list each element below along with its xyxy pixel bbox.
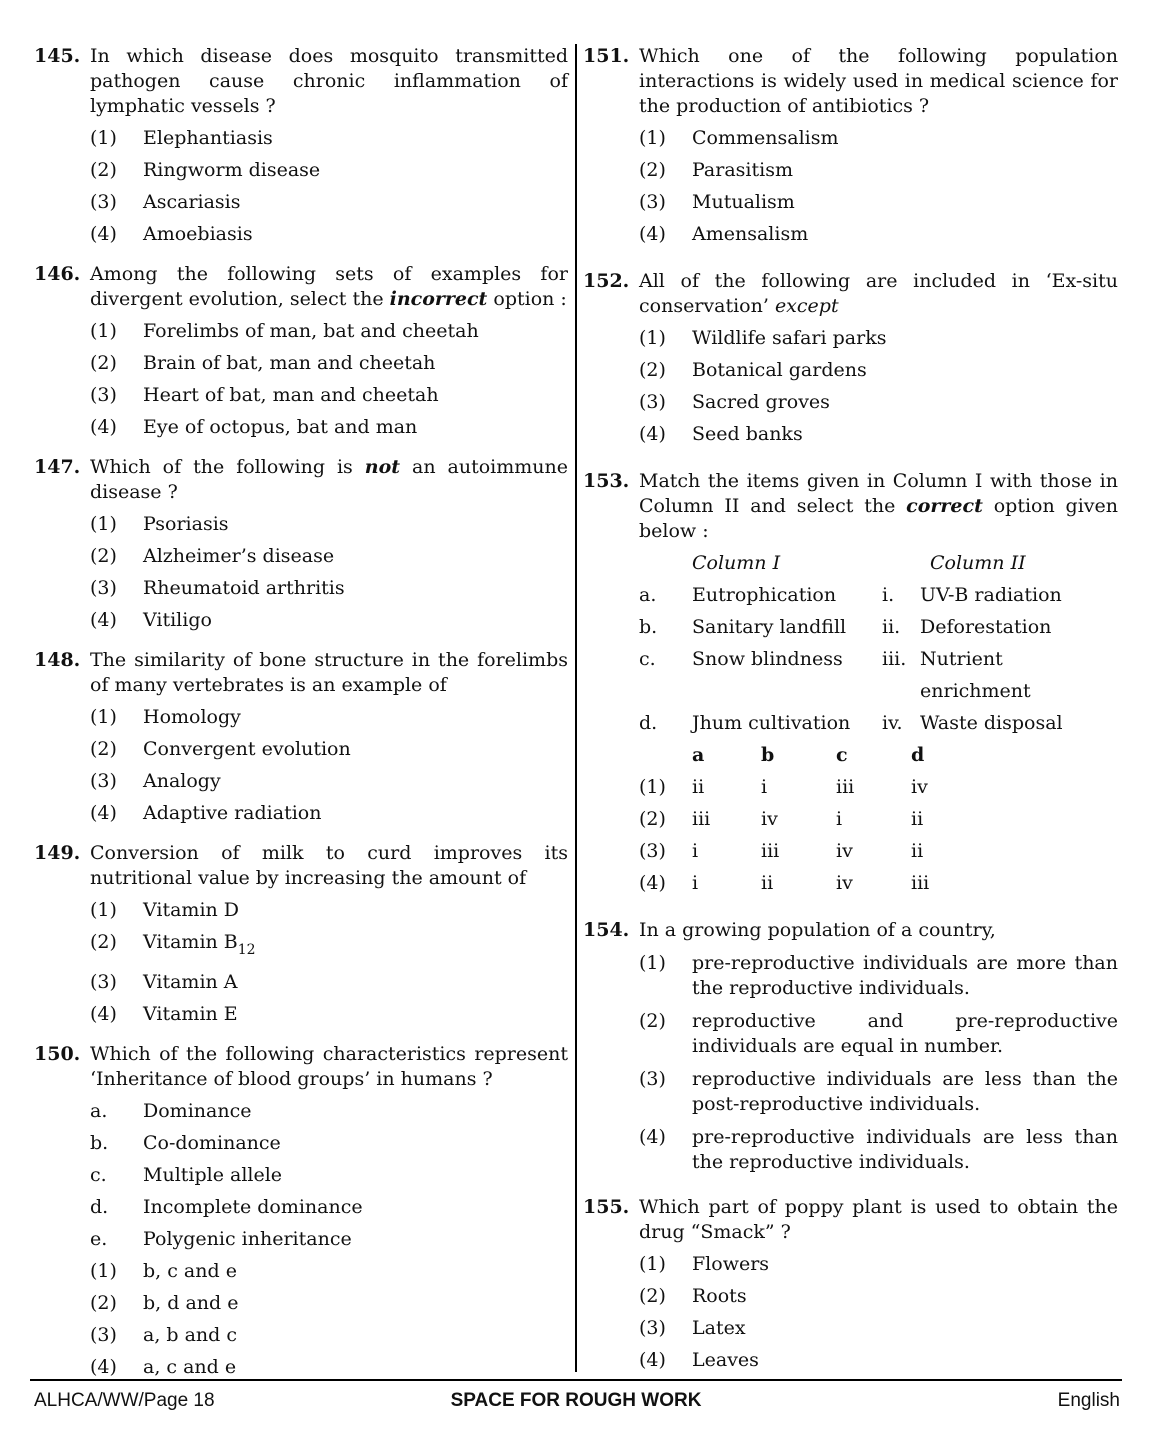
answer-option: [639, 1284, 1118, 1309]
rough-work-label: SPACE FOR ROUGH WORK: [450, 1390, 702, 1411]
question-number: 147.: [34, 456, 81, 478]
option-text: Brain of bat, man and cheetah: [143, 352, 436, 374]
answer-option: [90, 898, 568, 923]
option-text: Dominance: [143, 1100, 252, 1122]
option-text: Roots: [692, 1285, 747, 1307]
question: [34, 262, 568, 440]
question-stem: Match the items given in Column I with those in Column II and select the correct option given below :: [639, 470, 1118, 542]
option-text: Vitamin E: [143, 1003, 238, 1025]
answer-option: [90, 705, 568, 730]
option-number: (1): [90, 513, 117, 535]
option-number: (4): [639, 423, 666, 445]
column-i-header: Column I: [692, 552, 781, 574]
question-number: 155.: [583, 1196, 630, 1218]
answer-cell: iv: [836, 840, 853, 862]
answer-option: [90, 512, 568, 537]
question: [34, 1042, 568, 1380]
answer-cell: iii: [692, 808, 711, 830]
option-number: (1): [639, 1253, 666, 1275]
question-stem: Which part of poppy plant is used to obtain the drug “Smack” ?: [639, 1196, 1118, 1243]
answer-option: [90, 1259, 568, 1284]
option-text: Vitiligo: [143, 609, 212, 631]
option-text: Seed banks: [692, 423, 803, 445]
answer-option: [90, 126, 568, 151]
option-number: (4): [90, 1003, 117, 1025]
option-number: (2): [90, 545, 117, 567]
column-ii-header: Column II: [930, 552, 1026, 574]
option-number: (3): [639, 191, 666, 213]
option-number: e.: [90, 1228, 108, 1250]
item-letter: b.: [639, 616, 658, 638]
option-text: Wildlife safari parks: [692, 327, 887, 349]
column-i-item: Sanitary landfill: [692, 616, 847, 638]
question-stem: Conversion of milk to curd improves its nutritional value by increasing the amount of: [90, 842, 568, 889]
answer-cell: i: [761, 776, 768, 798]
answer-option: [639, 951, 1118, 1001]
answer-grid-header: [639, 743, 1118, 768]
option-text: Latex: [692, 1317, 746, 1339]
answer-option: [639, 1125, 1118, 1175]
question: [34, 648, 568, 826]
question-number: 145.: [34, 45, 81, 67]
question-stem: The similarity of bone structure in the forelimbs of many vertebrates is an example of: [90, 649, 568, 696]
option-text: Leaves: [692, 1349, 759, 1371]
option-text: Rheumatoid arthritis: [143, 577, 345, 599]
match-row: [639, 647, 1118, 704]
match-row: [639, 583, 1118, 608]
answer-option: [90, 1355, 568, 1380]
answer-cell: i: [692, 872, 699, 894]
option-text: Eye of octopus, bat and man: [143, 416, 418, 438]
match-row: [639, 615, 1118, 640]
option-number: (1): [90, 899, 117, 921]
answer-option: [90, 415, 568, 440]
question-number: 146.: [34, 263, 81, 285]
match-row: [639, 711, 1118, 736]
option-number: (1): [639, 776, 666, 798]
option-number: (1): [639, 127, 666, 149]
question-number: 153.: [583, 470, 630, 492]
answer-cell: ii: [761, 872, 774, 894]
answer-option: [90, 608, 568, 633]
option-text: Incomplete dominance: [143, 1196, 363, 1218]
answer-option: [90, 1323, 568, 1348]
answer-option: [90, 383, 568, 408]
item-roman: iii.: [882, 648, 907, 670]
answer-option: [90, 1163, 568, 1188]
option-number: (1): [90, 320, 117, 342]
option-text: Psoriasis: [143, 513, 229, 535]
option-number: (3): [90, 191, 117, 213]
question-number: 154.: [583, 919, 630, 941]
answer-option: [639, 358, 1118, 383]
option-number: (2): [90, 159, 117, 181]
option-number: d.: [90, 1196, 109, 1218]
answer-option: [639, 1009, 1118, 1059]
option-text: Polygenic inheritance: [143, 1228, 352, 1250]
option-number: (1): [90, 127, 117, 149]
option-number: (2): [639, 159, 666, 181]
match-column-headers: [639, 551, 1118, 576]
question-number: 151.: [583, 45, 630, 67]
option-number: (2): [639, 1285, 666, 1307]
answer-cell: ii: [692, 776, 705, 798]
answer-grid-heading: c: [836, 744, 848, 766]
subscript: 12: [237, 942, 256, 958]
item-letter: c.: [639, 648, 656, 670]
footer-rule: [30, 1379, 1122, 1381]
option-text: Mutualism: [692, 191, 795, 213]
option-number: (2): [90, 738, 117, 760]
answer-option: [90, 930, 568, 963]
question-number: 152.: [583, 270, 630, 292]
answer-option: [90, 1131, 568, 1156]
column-i-item: Eutrophication: [692, 584, 837, 606]
option-number: (4): [90, 609, 117, 631]
item-roman: i.: [882, 584, 895, 606]
option-number: (2): [639, 1010, 666, 1032]
option-text: Sacred groves: [692, 391, 830, 413]
answer-cell: iv: [836, 872, 853, 894]
answer-option: [90, 1291, 568, 1316]
option-number: c.: [90, 1164, 107, 1186]
option-text: pre-reproductive individuals are less than the reproductive individuals.: [692, 1126, 1118, 1173]
column-ii-item: Deforestation: [920, 616, 1052, 638]
option-number: (4): [639, 223, 666, 245]
option-number: (1): [90, 1260, 117, 1282]
option-text: b, c and e: [143, 1260, 237, 1282]
answer-grid-heading: b: [761, 744, 775, 766]
question: [583, 269, 1118, 447]
question: [583, 1195, 1118, 1373]
answer-cell: ii: [911, 840, 924, 862]
answer-option: [90, 1195, 568, 1220]
option-text: Vitamin D: [143, 899, 240, 921]
answer-cell: iii: [761, 840, 780, 862]
answer-option: [639, 222, 1118, 247]
answer-option: [90, 737, 568, 762]
option-number: (2): [90, 1292, 117, 1314]
left-column: [34, 44, 568, 1380]
answer-option: [639, 1252, 1118, 1277]
answer-option: [639, 1316, 1118, 1341]
option-number: (2): [90, 352, 117, 374]
option-number: (3): [639, 391, 666, 413]
option-text: Elephantiasis: [143, 127, 273, 149]
option-text: Vitamin A: [143, 971, 238, 993]
option-number: (2): [639, 808, 666, 830]
answer-grid-heading: d: [911, 744, 925, 766]
option-number: (3): [639, 1317, 666, 1339]
question-number: 148.: [34, 649, 81, 671]
option-text: Amoebiasis: [143, 223, 253, 245]
option-text: Alzheimer’s disease: [143, 545, 335, 567]
answer-option: [90, 351, 568, 376]
option-number: (3): [639, 1068, 666, 1090]
question: [34, 455, 568, 633]
question-stem: Which one of the following population interactions is widely used in medical science for the production of antibiotics ?: [639, 45, 1118, 117]
answer-cell: i: [836, 808, 843, 830]
answer-cell: i: [692, 840, 699, 862]
question-stem: Which of the following characteristics represent ‘Inheritance of blood groups’ in humans ?: [90, 1043, 568, 1090]
item-letter: a.: [639, 584, 657, 606]
option-text: Botanical gardens: [692, 359, 867, 381]
answer-cell: iv: [761, 808, 778, 830]
column-ii-item: Waste disposal: [920, 712, 1063, 734]
option-number: (4): [90, 1356, 117, 1378]
question-number: 149.: [34, 842, 81, 864]
question-stem: In a growing population of a country,: [639, 919, 996, 941]
answer-cell: ii: [911, 808, 924, 830]
answer-grid-row: [639, 839, 1118, 864]
answer-option: [90, 319, 568, 344]
question: [34, 841, 568, 1027]
option-number: (4): [639, 1349, 666, 1371]
question: [34, 44, 568, 247]
item-roman: ii.: [882, 616, 901, 638]
option-text: Ringworm disease: [143, 159, 321, 181]
item-letter: d.: [639, 712, 658, 734]
answer-option: [90, 1002, 568, 1027]
option-text: a, b and c: [143, 1324, 238, 1346]
option-number: a.: [90, 1100, 108, 1122]
option-number: (1): [639, 327, 666, 349]
answer-option: [90, 769, 568, 794]
answer-option: [639, 190, 1118, 215]
option-text: pre-reproductive individuals are more than the reproductive individuals.: [692, 952, 1118, 999]
option-text: Amensalism: [692, 223, 809, 245]
answer-option: [90, 801, 568, 826]
answer-option: [90, 1099, 568, 1124]
answer-option: [90, 970, 568, 995]
answer-option: [639, 158, 1118, 183]
question: [583, 918, 1118, 1175]
option-text: Flowers: [692, 1253, 770, 1275]
option-text: b, d and e: [143, 1292, 239, 1314]
answer-option: [639, 390, 1118, 415]
answer-grid-row: [639, 775, 1118, 800]
item-roman: iv.: [882, 712, 903, 734]
column-i-item: Jhum cultivation: [692, 712, 851, 734]
question-number: 150.: [34, 1043, 81, 1065]
option-text: Co-dominance: [143, 1132, 281, 1154]
page-code: ALHCA/WW/Page 18: [34, 1390, 215, 1411]
option-text: Vitamin B: [143, 931, 238, 953]
option-number: (4): [90, 416, 117, 438]
answer-option: [639, 326, 1118, 351]
answer-option: [90, 544, 568, 569]
question: [583, 469, 1118, 896]
question-stem: All of the following are included in ‘Ex-situ conservation’ except: [639, 270, 1118, 317]
option-text: Analogy: [143, 770, 221, 792]
option-text: Parasitism: [692, 159, 793, 181]
option-number: b.: [90, 1132, 109, 1154]
answer-option: [639, 1067, 1118, 1117]
column-ii-item: UV-B radiation: [920, 584, 1062, 606]
option-number: (3): [90, 971, 117, 993]
answer-option: [90, 190, 568, 215]
column-divider: [575, 44, 577, 1372]
right-column: [583, 44, 1118, 1373]
answer-cell: iv: [911, 776, 928, 798]
answer-cell: iii: [836, 776, 855, 798]
option-number: (4): [639, 1126, 666, 1148]
answer-grid-heading: a: [692, 744, 705, 766]
option-number: (1): [90, 706, 117, 728]
answer-cell: iii: [911, 872, 930, 894]
language-label: English: [1057, 1390, 1120, 1411]
option-text: Forelimbs of man, bat and cheetah: [143, 320, 479, 342]
answer-grid-row: [639, 807, 1118, 832]
option-number: (4): [90, 223, 117, 245]
answer-option: [90, 222, 568, 247]
option-number: (4): [90, 802, 117, 824]
column-ii-item: Nutrient enrichment: [920, 648, 1031, 702]
option-text: a, c and e: [143, 1356, 237, 1378]
option-text: Homology: [143, 706, 241, 728]
option-number: (3): [90, 384, 117, 406]
option-number: (1): [639, 952, 666, 974]
option-text: Adaptive radiation: [143, 802, 322, 824]
question-stem: In which disease does mosquito transmitted pathogen cause chronic inflammation of lymphatic vessels ?: [90, 45, 568, 117]
option-text: Heart of bat, man and cheetah: [143, 384, 439, 406]
option-number: (3): [90, 1324, 117, 1346]
option-number: (4): [639, 872, 666, 894]
option-number: (3): [90, 577, 117, 599]
option-number: (3): [639, 840, 666, 862]
column-i-item: Snow blindness: [692, 648, 843, 670]
answer-option: [90, 1227, 568, 1252]
answer-option: [639, 422, 1118, 447]
answer-option: [639, 1348, 1118, 1373]
option-number: (2): [90, 931, 117, 953]
answer-option: [90, 576, 568, 601]
option-text: Ascariasis: [143, 191, 241, 213]
answer-option: [90, 158, 568, 183]
option-text: reproductive and pre-reproductive individuals are equal in number.: [692, 1010, 1118, 1057]
answer-option: [639, 126, 1118, 151]
option-text: Multiple allele: [143, 1164, 283, 1186]
option-text: Commensalism: [692, 127, 839, 149]
option-text: reproductive individuals are less than the post-reproductive individuals.: [692, 1068, 1118, 1115]
question-stem: Among the following sets of examples for divergent evolution, select the incorrect option :: [90, 263, 568, 310]
option-number: (3): [90, 770, 117, 792]
option-number: (2): [639, 359, 666, 381]
option-text: Convergent evolution: [143, 738, 351, 760]
question: [583, 44, 1118, 247]
question-stem: Which of the following is not an autoimmune disease ?: [90, 456, 568, 503]
answer-grid-row: [639, 871, 1118, 896]
